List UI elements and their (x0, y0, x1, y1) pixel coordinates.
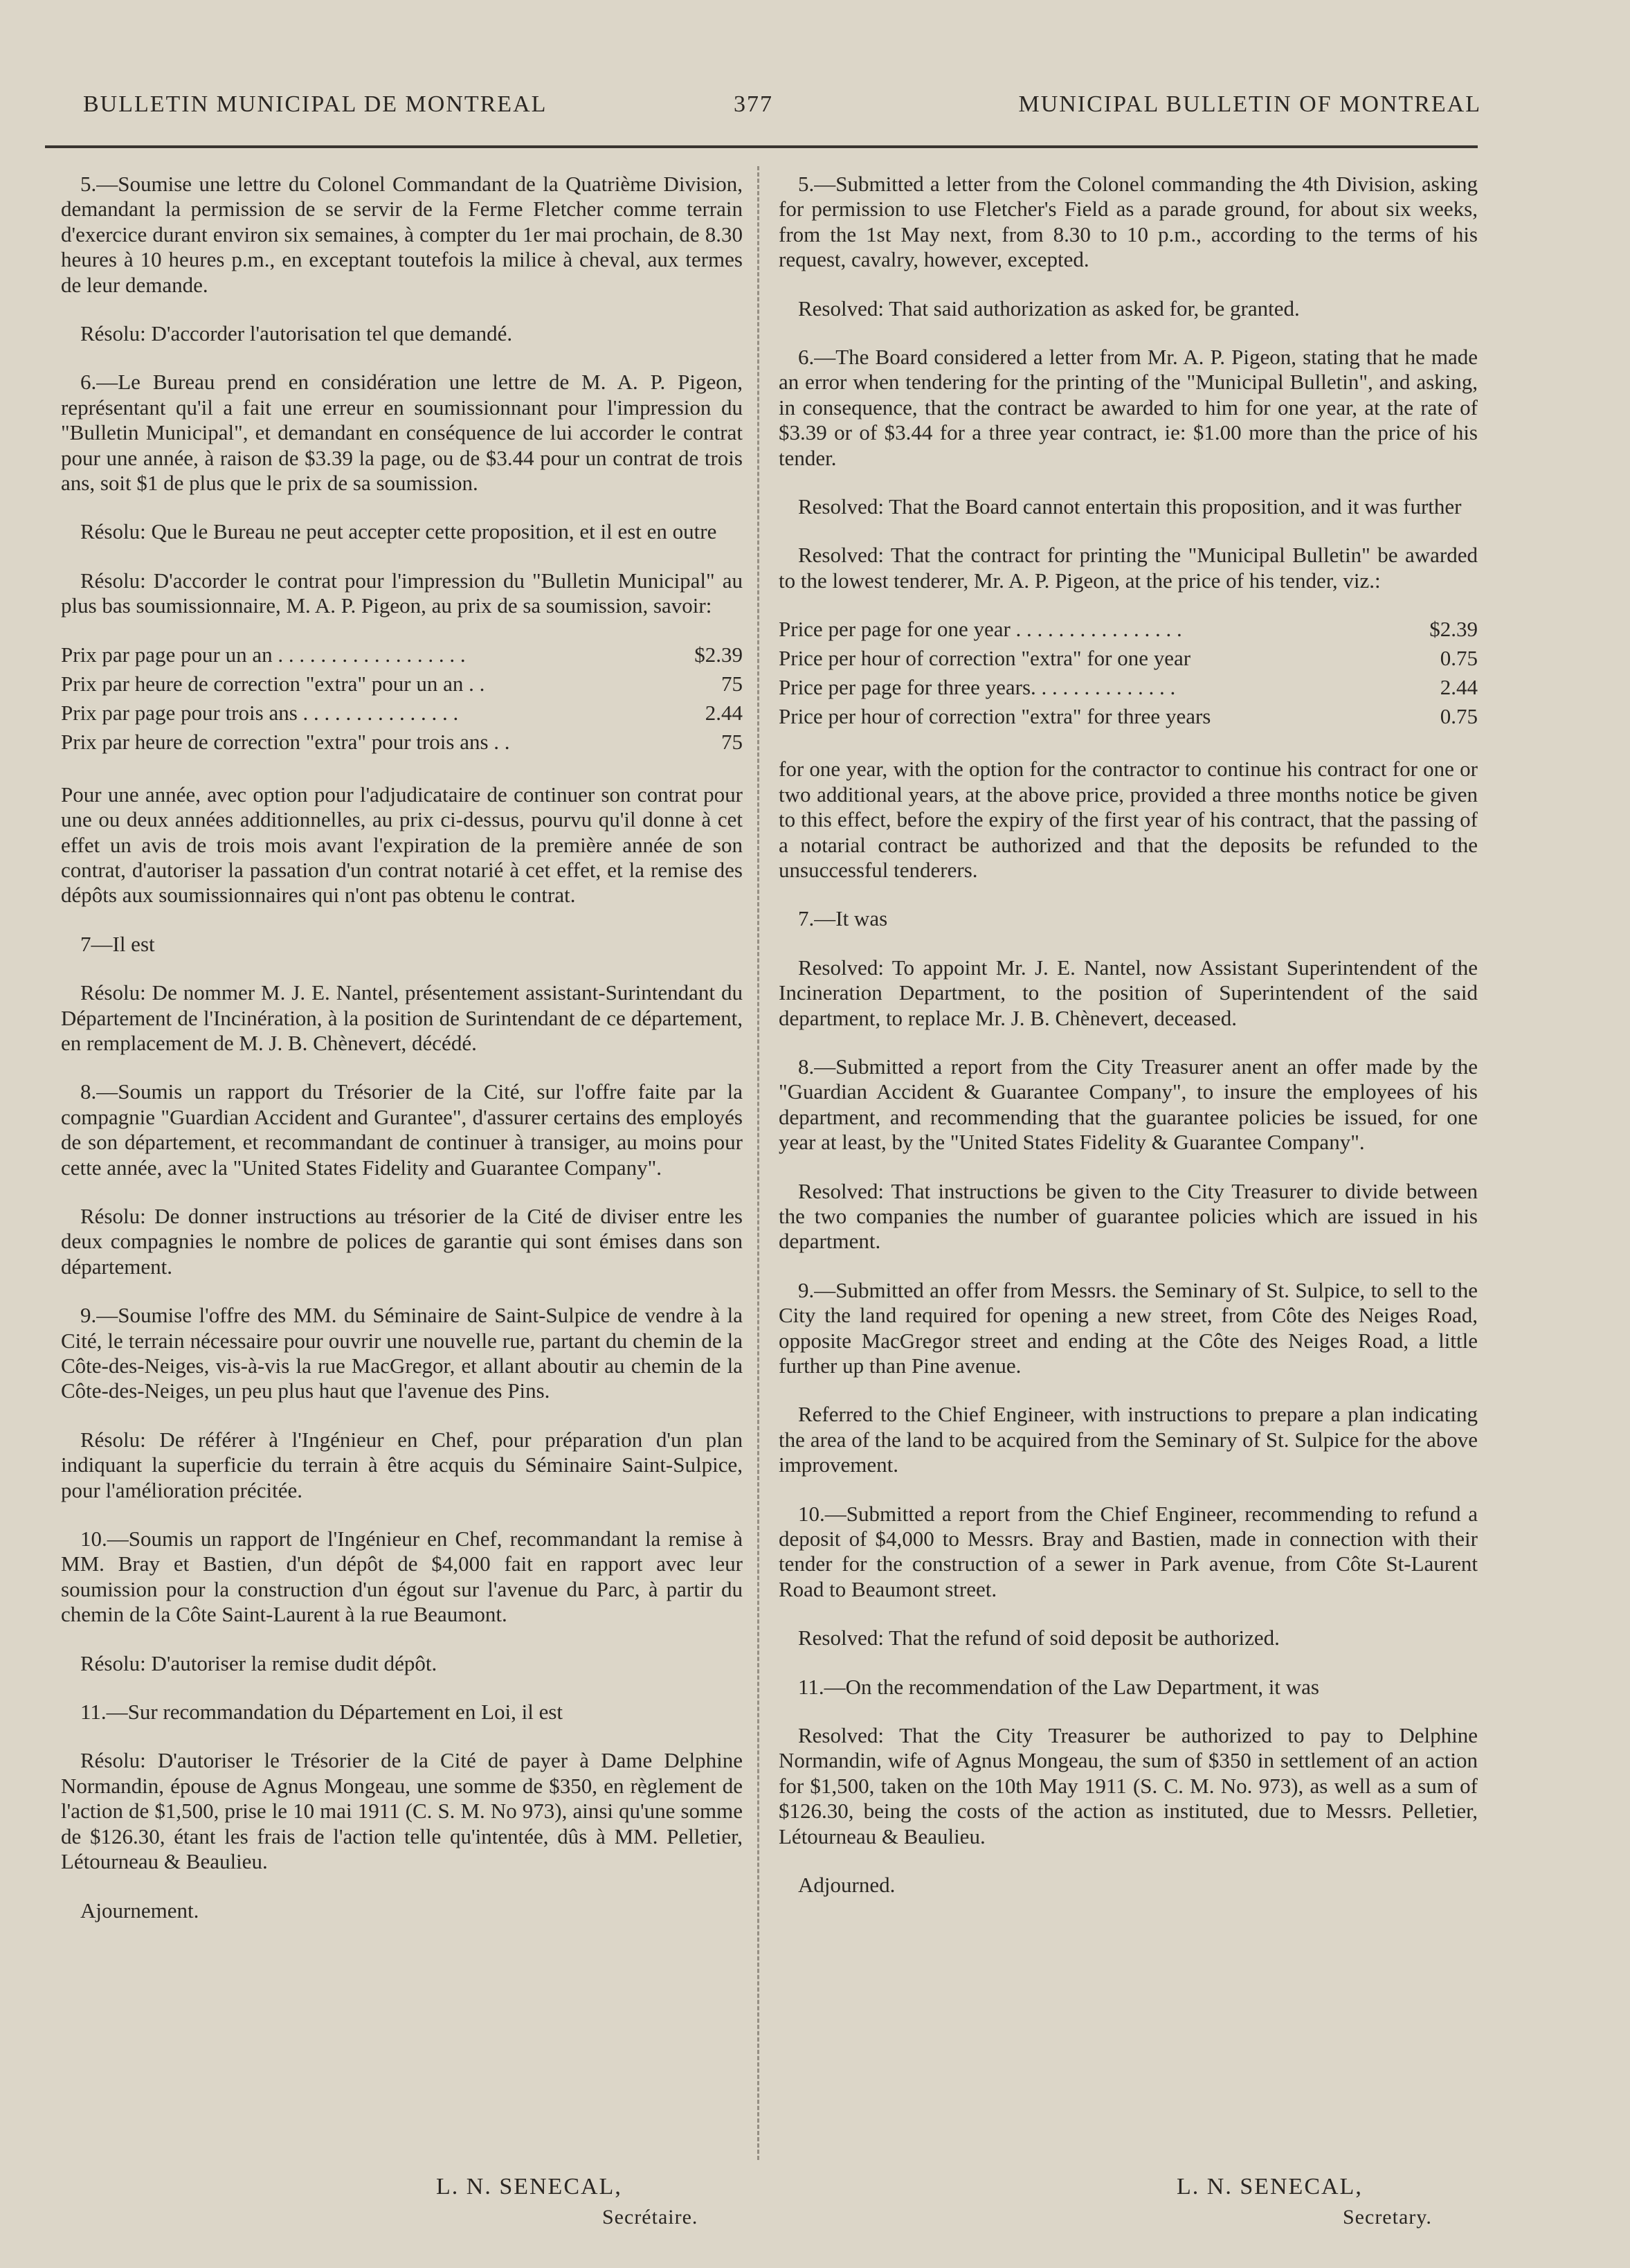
en-price-value: 0.75 (1440, 704, 1478, 729)
fr-item-9: 9.—Soumise l'offre des MM. du Séminaire de Saint-Sulpice de vendre à la Cité, le terrain nécessaire pour ouvrir une nouvelle rue, partant du chemin de la Côte-des-Neiges, vis-à-vis la rue MacGregor, et allant aboutir au chemin de la Côte-des-Neiges, un peu plus haut que l'avenue des Pins. (61, 1303, 743, 1403)
fr-price-label: Prix par page pour trois ans . . . . . . . . . . . . . . . (61, 700, 459, 725)
fr-item-11: 11.—Sur recommandation du Département en Loi, il est (80, 1700, 563, 1725)
header-rule (45, 145, 1478, 148)
fr-price-value: 75 (721, 671, 743, 696)
en-price-label: Price per page for three years. . . . . . . . . . . . . . (779, 675, 1176, 700)
en-item-11-resolution: Resolved: That the City Treasurer be authorized to pay to Delphine Normandin, wife of Agnus Mongeau, the sum of $350 in settlement of an action for $1,500, taken on the 10th May 1911 (S. C. M. No. 973), as well as a sum of $126.30, being the costs of the action as instituted, due to Messrs. Pelletier, Létourneau & Beaulieu. (779, 1723, 1478, 1848)
en-signature-name: L. N. SENECAL, (1177, 2174, 1363, 2199)
en-price-row (779, 617, 1478, 646)
en-item-5: 5.—Submitted a letter from the Colonel commanding the 4th Division, asking for permission to use Fletcher's Field as a parade ground, for about six weeks, from the 1st May next, from 8.30 to 10 p.m., according to the terms of his request, cavalry, however, excepted. (779, 172, 1478, 272)
en-price-label: Price per page for one year . . . . . . . . . . . . . . . . (779, 617, 1182, 642)
header-french-title: BULLETIN MUNICIPAL DE MONTREAL (83, 91, 547, 117)
fr-item-8-resolution: Résolu: De donner instructions au trésorier de la Cité de diviser entre les deux compagnies le nombre de polices de garantie qui sont émises dans son département. (61, 1203, 743, 1279)
english-column (779, 172, 1478, 1922)
fr-item-6-resolution-1: Résolu: Que le Bureau ne peut accepter cette proposition, et il est en outre (80, 519, 717, 544)
en-price-table (779, 617, 1478, 733)
en-item-8-resolution: Resolved: That instructions be given to the City Treasurer to divide between the two companies the number of guarantee policies which are issued in his department. (779, 1178, 1478, 1254)
fr-price-row (61, 701, 743, 730)
en-item-6-terms: for one year, with the option for the contractor to continue his contract for one or two additional years, at the above price, provided a three months notice be given to this effect, before the expiry of the first year of his contract, that the passing of a notarial contract be authorized and that the deposits be refunded to the unsuccessful tenderers. (779, 757, 1478, 882)
en-item-7: 7.—It was (798, 906, 888, 931)
fr-signature-title: Secrétaire. (602, 2206, 698, 2229)
fr-item-9-resolution: Résolu: De référer à l'Ingénieur en Chef, pour préparation d'un plan indiquant la superficie du terrain à être acquis du Séminaire Saint-Sulpice, pour l'amélioration précitée. (61, 1427, 743, 1502)
fr-price-value: 75 (721, 729, 743, 754)
fr-item-8: 8.—Soumis un rapport du Trésorier de la Cité, sur l'offre faite par la compagnie "Guardian Accident and Gurantee", d'assurer certains des employés de son département, et recommandant de continuer à transiger, au moins pour cette année, avec la "United States Fidelity and Guarantee Company". (61, 1079, 743, 1180)
en-item-6: 6.—The Board considered a letter from Mr. A. P. Pigeon, stating that he made an error when tendering for the printing of the "Municipal Bulletin", and asking, in consequence, that the contract be awarded to him for one year, at the rate of $3.39 or of $3.44 for a three year contract, ie: $1.00 more than the price of his tender. (779, 345, 1478, 470)
fr-price-row (61, 672, 743, 701)
fr-adjournment: Ajournement. (80, 1898, 199, 1923)
en-item-7-resolution: Resolved: To appoint Mr. J. E. Nantel, now Assistant Superintendent of the Incineration Department, to the position of Superintendent of the said department, to replace Mr. J. B. Chènevert, deceased. (779, 955, 1478, 1030)
fr-item-6: 6.—Le Bureau prend en considération une lettre de M. A. P. Pigeon, représentant qu'il a fait une erreur en soumissionnant pour l'impression du "Bulletin Municipal", et demandant en conséquence de lui accorder le contrat pour une année, à raison de $3.39 la page, ou de $3.44 pour un contrat de trois ans, soit $1 de plus que le prix de sa soumission. (61, 370, 743, 496)
fr-item-5-resolution: Résolu: D'accorder l'autorisation tel que demandé. (80, 321, 513, 346)
fr-item-11-resolution: Résolu: D'autoriser le Trésorier de la Cité de payer à Dame Delphine Normandin, épouse de Agnus Mongeau, une somme de $350, en règlement de l'action de $1,500, prise le 10 mai 1911 (C. S. M. No 973), ainsi qu'une somme de $126.30, étant les frais de l'action telle qu'intentée, dûs à MM. Pelletier, Létourneau & Beaulieu. (61, 1748, 743, 1874)
fr-price-label: Prix par page pour un an . . . . . . . . . . . . . . . . . . (61, 642, 466, 667)
fr-item-5: 5.—Soumise une lettre du Colonel Commandant de la Quatrième Division, demandant la permission de se servir de la Ferme Fletcher comme terrain d'exercice durant environ six semaines, à compter du 1er mai prochain, de 8.30 heures à 10 heures p.m., en exceptant toutefois la milice à cheval, aux termes de leur demande. (61, 172, 743, 297)
french-column (61, 172, 743, 1947)
fr-item-6-terms: Pour une année, avec option pour l'adjudicataire de continuer son contrat pour une ou deux années additionnelles, au prix ci-dessus, pourvu qu'il donne à cet effet un avis de trois mois avant l'expiration de la première année de son contrat, d'autoriser la passation d'un contrat notarié à cet effet, et la remise des dépôts aux soumissionnaires qui n'ont pas obtenu le contrat. (61, 782, 743, 908)
en-signature-title: Secretary. (1343, 2206, 1432, 2229)
en-price-label: Price per hour of correction "extra" for three years (779, 704, 1211, 729)
fr-price-value: 2.44 (705, 700, 743, 725)
fr-item-6-resolution-2: Résolu: D'accorder le contrat pour l'impression du "Bulletin Municipal" au plus bas soumissionnaire, M. A. P. Pigeon, au prix de sa soumission, savoir: (61, 568, 743, 618)
fr-price-label: Prix par heure de correction "extra" pour un an . . (61, 671, 485, 696)
en-price-row (779, 646, 1478, 675)
column-divider (757, 166, 759, 2160)
running-header (83, 91, 1481, 133)
fr-signature-name: L. N. SENECAL, (436, 2174, 622, 2199)
fr-price-row (61, 642, 743, 672)
en-price-row (779, 675, 1478, 704)
fr-price-row (61, 730, 743, 759)
page-number: 377 (734, 91, 773, 117)
en-price-value: 0.75 (1440, 646, 1478, 671)
en-item-5-resolution: Resolved: That said authorization as asked for, be granted. (798, 296, 1300, 321)
en-item-10: 10.—Submitted a report from the Chief Engineer, recommending to refund a deposit of $4,000 to Messrs. Bray and Bastien, made in connection with their tender for the construction of a sewer in Park avenue, from Côte St-Laurent Road to Beaumont street. (779, 1501, 1478, 1601)
fr-item-10: 10.—Soumis un rapport de l'Ingénieur en Chef, recommandant la remise à MM. Bray et Bastien, d'un dépôt de $4,000 fait en rapport avec leur soumission pour la construction d'un égout sur l'avenue du Parc, à partir du chemin de la Côte Saint-Laurent à la rue Beaumont. (61, 1527, 743, 1627)
en-item-11: 11.—On the recommendation of the Law Department, it was (798, 1674, 1319, 1699)
fr-item-10-resolution: Résolu: D'autoriser la remise dudit dépôt. (80, 1650, 437, 1675)
en-item-9: 9.—Submitted an offer from Messrs. the Seminary of St. Sulpice, to sell to the City the land required for opening a new street, from Côte des Neiges Road, opposite MacGregor street and ending at the Côte des Neiges Road, a little further up than Pine avenue. (779, 1277, 1478, 1378)
en-price-label: Price per hour of correction "extra" for one year (779, 646, 1191, 671)
en-item-9-resolution: Referred to the Chief Engineer, with instructions to prepare a plan indicating the area of the land to be acquired from the Seminary of St. Sulpice for the above improvement. (779, 1402, 1478, 1477)
header-english-title: MUNICIPAL BULLETIN OF MONTREAL (1018, 91, 1481, 117)
en-item-8: 8.—Submitted a report from the City Treasurer anent an offer made by the "Guardian Accident & Guarantee Company", to insure the employees of his department, and recommending that the guarantee policies be issued, for one year at least, by the "United States Fidelity & Guarantee Company". (779, 1054, 1478, 1155)
fr-price-label: Prix par heure de correction "extra" pour trois ans . . (61, 729, 510, 754)
en-item-6-resolution-2: Resolved: That the contract for printing the "Municipal Bulletin" be awarded to the lowest tenderer, Mr. A. P. Pigeon, at the price of his tender, viz.: (779, 543, 1478, 593)
fr-item-7-resolution: Résolu: De nommer M. J. E. Nantel, présentement assistant-Surintendant du Département de l'Incinération, à la position de Surintendant de ce département, en remplacement de M. J. B. Chènevert, décédé. (61, 980, 743, 1055)
en-item-10-resolution: Resolved: That the refund of soid deposit be authorized. (798, 1626, 1280, 1650)
en-price-value: $2.39 (1429, 617, 1478, 642)
fr-price-value: $2.39 (694, 642, 743, 667)
fr-item-7: 7—Il est (80, 931, 155, 956)
en-price-row (779, 704, 1478, 733)
en-price-value: 2.44 (1440, 675, 1478, 700)
fr-price-table (61, 642, 743, 759)
en-adjournment: Adjourned. (798, 1873, 896, 1898)
en-item-6-resolution-1: Resolved: That the Board cannot entertain this proposition, and it was further (798, 494, 1462, 519)
